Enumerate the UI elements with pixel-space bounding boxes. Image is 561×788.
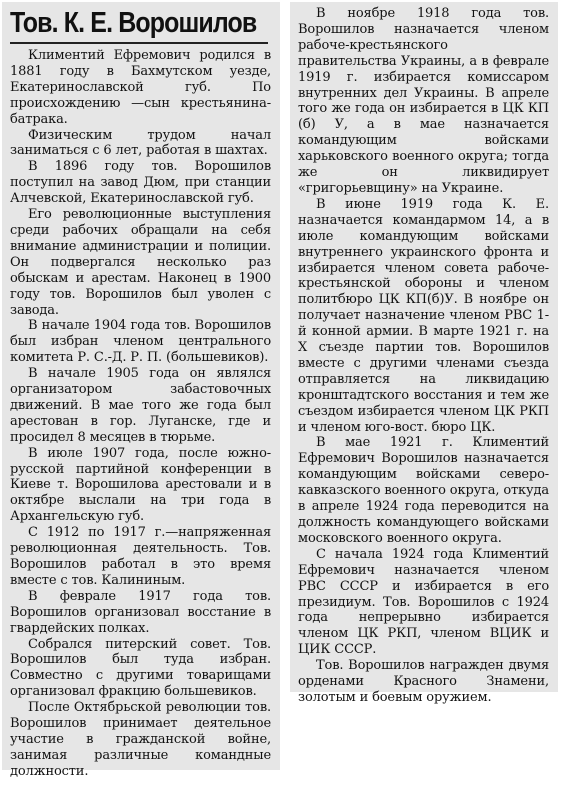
paragraph-1924: С начала 1924 года Климентий Ефремович назначается членом РВС СССР и избирается в его президиум. Тов. Ворошилов с 1924 года непрерывно избирается членом ЦК РКП, членом ВЦИК и ЦИК СССР. [298, 546, 549, 658]
paragraph-nov-1918: В ноябре 1918 года тов. Ворошилов назначается членом рабоче-крестьянского правительства Украины, а в феврале 1919 г. избирается комиссаром внутренних дел Украины. В апреле того же года он избирается в ЦК КП (б) У, а в мае назначается командующим войсками харьковского военного округа; тогда же он ликвидирует «григорьевщину» на Украине. [298, 6, 549, 196]
right-column [290, 2, 558, 705]
paragraph-birth: Климентий Ефремович родился в 1881 году в Бахмутском уезде, Екатеринославской губ. По происхождению —сын крестьянина-батрака. [10, 48, 271, 127]
paragraph-labor: Физическим трудом начал заниматься с 6 лет, работая в шахтах. [10, 127, 271, 159]
paragraph-1912: С 1912 по 1917 г.—напряженная революционная деятельность. Тов. Ворошилов работал в это время вместе с тов. Калининым. [10, 525, 271, 588]
paragraph-feb-1917: В феврале 1917 года тов. Ворошилов организовал восстание в гвардейских полках. [10, 588, 271, 636]
left-column [2, 2, 280, 779]
paragraph-arrests: Его революционные выступления среди рабочих обращали на себя внимание администрации и полиции. Он подвергался несколько раз обыскам и арестам. Наконец в 1900 году тов. Ворошилов был уволен с завода. [10, 207, 271, 318]
article-title: Тов. К. Е. Ворошилов [10, 6, 268, 44]
paragraph-may-1921: В мае 1921 г. Климентий Ефремович Ворошилов назначается командующим войсками северо-кавказского военного округа, откуда в апреле 1924 года переводится на должность командующего войсками московского военного округа. [298, 435, 549, 546]
paragraph-1905: В начале 1905 года он являлся организатором забастовочных движений. В мае того же года был арестован в гор. Луганске, где и просидел 8 месяцев в тюрьме. [10, 366, 271, 445]
paragraph-civil-war: После Октябрьской революции тов. Ворошилов принимает деятельное участие в гражданской войне, занимая различные командные должности. [10, 700, 271, 779]
paragraph-1904: В начале 1904 года тов. Ворошилов был избран членом центрального комитета Р. С.-Д. Р. П. (большевиков). [10, 318, 271, 366]
paragraph-soviet: Собрался питерский совет. Тов. Ворошилов был туда избран. Совместно с другими товарищами организовал фракцию большевиков. [10, 636, 271, 700]
paragraph-1896: В 1896 году тов. Ворошилов поступил на завод Дюм, при станции Алчевской, Екатеринославской губ. [10, 159, 271, 207]
paragraph-awards: Тов. Ворошилов награжден двумя орденами Красного Знамени, золотым и боевым оружием. [298, 658, 549, 705]
paragraph-1907: В июле 1907 года, после южно-русской партийной конференции в Киеве т. Ворошилова арестовали и в октябре выслали на три года в Архангельскую губ. [10, 445, 271, 525]
paragraph-jun-1919: В июне 1919 года К. Е. назначается командармом 14, а в июле командующим войсками внутреннего украинского фронта и избирается членом совета рабоче-крестьянской обороны и членом политбюро ЦК КП(б)У. В ноябре он получает назначение членом РВС 1-й конной армии. В марте 1921 г. на X съезде партии тов. Ворошилов вместе с другими членами съезда отправляется на ликвидацию кронштадтского восстания и тем же съездом избирается членом ЦК РКП и членом юго-вост. бюро ЦК. [298, 196, 549, 435]
